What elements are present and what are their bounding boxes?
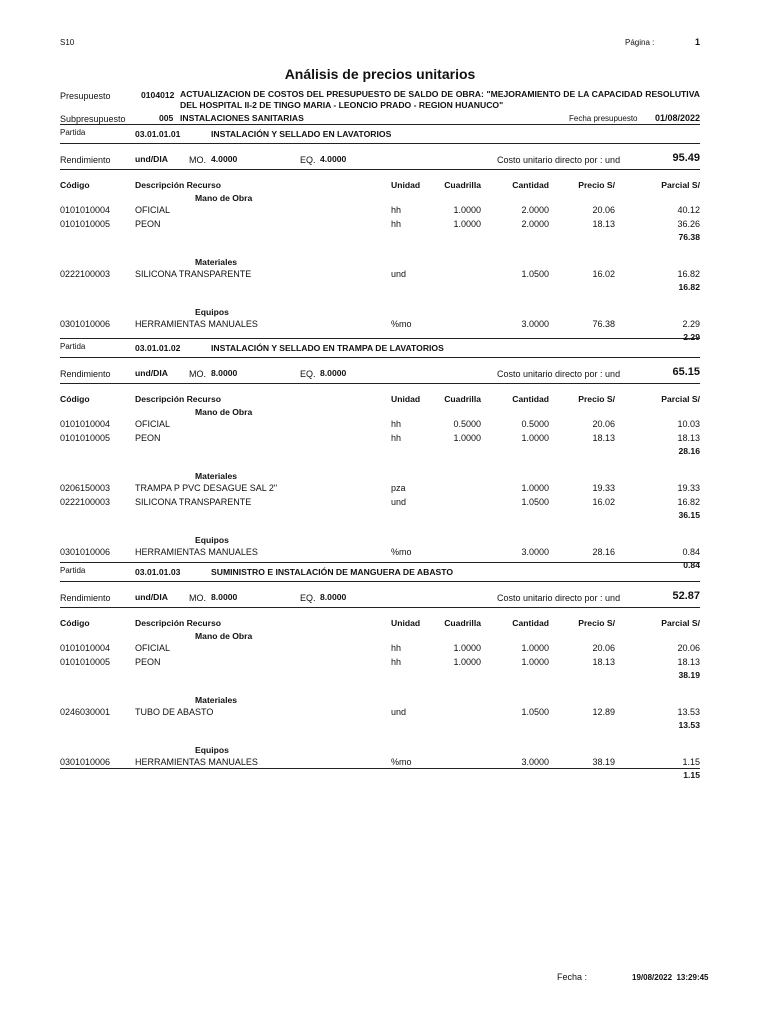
table-cell-cantidad: 3.0000: [521, 757, 549, 767]
table-cell-desc: SILICONA TRANSPARENTE: [135, 269, 252, 279]
table-cell-unidad: hh: [391, 219, 402, 229]
table-cell-codigo: 0101010005: [60, 433, 111, 443]
partida-name: INSTALACIÓN Y SELLADO EN TRAMPA DE LAVATORIOS: [211, 343, 444, 353]
table-cell-parcial: 10.03: [677, 419, 700, 429]
table-cell-codigo: 0101010005: [60, 657, 111, 667]
partida-code: 03.01.01.02: [135, 343, 181, 353]
table-cell-precio: 18.13: [592, 433, 615, 443]
table-cell-desc: OFICIAL: [135, 205, 171, 215]
col-header-unidad: Unidad: [391, 618, 421, 628]
table-cell-codigo: 0301010006: [60, 547, 111, 557]
table-cell-parcial: 1.15: [682, 757, 700, 767]
table-cell-unidad: hh: [391, 419, 402, 429]
table-cell-cantidad: 1.0000: [521, 657, 549, 667]
table-cell-precio: 12.89: [592, 707, 615, 717]
table-cell-cuadrilla: 1.0000: [453, 205, 481, 215]
table-cell-unidad: pza: [391, 483, 406, 493]
col-header-cuadrilla: Cuadrilla: [444, 394, 481, 404]
rendimiento-label: Rendimiento: [60, 155, 111, 165]
table-cell-codigo: 0101010005: [60, 219, 111, 229]
partida-divider: [60, 124, 700, 125]
table-cell-cuadrilla: 0.5000: [453, 419, 481, 429]
table-cell-cantidad: 1.0500: [521, 269, 549, 279]
rendimiento-unit: und/DIA: [135, 368, 168, 378]
table-cell-cantidad: 1.0000: [521, 643, 549, 653]
table-cell-unidad: hh: [391, 433, 402, 443]
col-header-precio: Precio S/: [578, 394, 615, 404]
table-cell-cantidad: 3.0000: [521, 319, 549, 329]
table-cell-cantidad: 1.0000: [521, 433, 549, 443]
table-cell-parcial: 18.13: [677, 657, 700, 667]
group-subtotal: 2.29: [683, 332, 700, 342]
table-cell-desc: PEON: [135, 219, 161, 229]
group-title: Mano de Obra: [195, 193, 253, 203]
group-title: Materiales: [195, 257, 238, 267]
table-cell-desc: HERRAMIENTAS MANUALES: [135, 319, 258, 329]
partida-name: SUMINISTRO E INSTALACIÓN DE MANGUERA DE ABASTO: [211, 567, 454, 577]
group-title: Equipos: [195, 745, 229, 755]
rendimiento-unit: und/DIA: [135, 592, 168, 602]
costo-value: 65.15: [672, 366, 700, 378]
col-header-codigo: Código: [60, 180, 90, 190]
fecha-presupuesto-label: Fecha presupuesto: [569, 114, 638, 123]
col-header-parcial: Parcial S/: [661, 394, 700, 404]
table-cell-cuadrilla: 1.0000: [453, 643, 481, 653]
costo-label: Costo unitario directo por : und: [497, 369, 621, 379]
table-cell-cuadrilla: 1.0000: [453, 433, 481, 443]
presupuesto-label: Presupuesto: [60, 91, 111, 101]
group-title: Mano de Obra: [195, 631, 253, 641]
table-cell-precio: 19.33: [592, 483, 615, 493]
table-cell-desc: PEON: [135, 657, 161, 667]
costo-label: Costo unitario directo por : und: [497, 593, 621, 603]
mo-label: MO.: [189, 155, 206, 165]
partida-label: Partida: [60, 342, 86, 351]
costo-label: Costo unitario directo por : und: [497, 155, 621, 165]
table-cell-unidad: und: [391, 707, 407, 717]
group-subtotal: 38.19: [678, 670, 700, 680]
page-label: Página :: [625, 38, 655, 47]
eq-value: 4.0000: [320, 154, 347, 164]
table-cell-codigo: 0246030001: [60, 707, 111, 717]
col-header-precio: Precio S/: [578, 180, 615, 190]
group-subtotal: 16.82: [678, 282, 700, 292]
group-title: Materiales: [195, 471, 238, 481]
table-cell-desc: TRAMPA P PVC DESAGUE SAL 2": [135, 483, 278, 493]
costo-value: 52.87: [672, 590, 700, 602]
table-cell-precio: 38.19: [592, 757, 615, 767]
table-cell-cantidad: 0.5000: [521, 419, 549, 429]
eq-value: 8.0000: [320, 592, 347, 602]
group-subtotal: 13.53: [678, 720, 700, 730]
group-subtotal: 0.84: [683, 560, 700, 570]
col-header-codigo: Código: [60, 394, 90, 404]
table-cell-precio: 20.06: [592, 205, 615, 215]
group-subtotal: 76.38: [678, 232, 700, 242]
table-cell-unidad: %mo: [391, 547, 412, 557]
group-subtotal: 36.15: [678, 510, 700, 520]
table-cell-codigo: 0222100003: [60, 497, 111, 507]
table-cell-parcial: 16.82: [677, 269, 700, 279]
table-cell-unidad: %mo: [391, 757, 412, 767]
mo-value: 4.0000: [211, 154, 238, 164]
partida-code: 03.01.01.03: [135, 567, 181, 577]
table-cell-cantidad: 2.0000: [521, 205, 549, 215]
partida-underline: [60, 143, 700, 144]
mo-value: 8.0000: [211, 368, 238, 378]
mo-label: MO.: [189, 593, 206, 603]
col-header-descripcion: Descripción Recurso: [135, 618, 221, 628]
partida-code: 03.01.01.01: [135, 129, 181, 139]
table-cell-cuadrilla: 1.0000: [453, 219, 481, 229]
table-cell-desc: PEON: [135, 433, 161, 443]
partida-label: Partida: [60, 566, 86, 575]
eq-label: EQ.: [300, 155, 316, 165]
table-cell-desc: HERRAMIENTAS MANUALES: [135, 757, 258, 767]
table-cell-desc: OFICIAL: [135, 419, 171, 429]
col-header-cuadrilla: Cuadrilla: [444, 180, 481, 190]
rendimiento-underline: [60, 169, 700, 170]
table-cell-desc: TUBO DE ABASTO: [135, 707, 214, 717]
group-title: Mano de Obra: [195, 407, 253, 417]
rendimiento-underline: [60, 383, 700, 384]
presupuesto-code: 0104012: [141, 90, 175, 100]
table-cell-codigo: 0101010004: [60, 643, 111, 653]
mo-value: 8.0000: [211, 592, 238, 602]
col-header-unidad: Unidad: [391, 180, 421, 190]
table-cell-cantidad: 1.0500: [521, 497, 549, 507]
table-cell-parcial: 20.06: [677, 643, 700, 653]
table-cell-cuadrilla: 1.0000: [453, 657, 481, 667]
table-cell-codigo: 0222100003: [60, 269, 111, 279]
page-title: Análisis de precios unitarios: [284, 66, 476, 82]
rendimiento-unit: und/DIA: [135, 154, 168, 164]
table-cell-precio: 20.06: [592, 419, 615, 429]
table-cell-precio: 76.38: [592, 319, 615, 329]
partida-divider: [60, 338, 700, 339]
table-cell-unidad: hh: [391, 205, 402, 215]
presupuesto-description: ACTUALIZACION DE COSTOS DEL PRESUPUESTO DE SALDO DE OBRA: "MEJORAMIENTO DE LA CAPACIDAD RESOLUTIVA DEL HOSPITAL II-2 DE TINGO MARIA - LEONCIO PRADO - REGION HUANUCO": [180, 89, 700, 110]
table-cell-cantidad: 2.0000: [521, 219, 549, 229]
group-subtotal: 28.16: [678, 446, 700, 456]
subpresupuesto-label: Subpresupuesto: [60, 114, 126, 124]
partida-name: INSTALACIÓN Y SELLADO EN LAVATORIOS: [211, 129, 392, 139]
table-cell-parcial: 19.33: [677, 483, 700, 493]
table-cell-precio: 20.06: [592, 643, 615, 653]
table-cell-parcial: 16.82: [677, 497, 700, 507]
mo-label: MO.: [189, 369, 206, 379]
col-header-descripcion: Descripción Recurso: [135, 180, 221, 190]
table-cell-codigo: 0101010004: [60, 205, 111, 215]
col-header-cantidad: Cantidad: [512, 180, 549, 190]
table-cell-cantidad: 3.0000: [521, 547, 549, 557]
fecha-presupuesto: 01/08/2022: [654, 113, 700, 123]
col-header-parcial: Parcial S/: [661, 180, 700, 190]
table-cell-codigo: 0301010006: [60, 757, 111, 767]
table-cell-desc: OFICIAL: [135, 643, 171, 653]
table-cell-unidad: hh: [391, 657, 402, 667]
eq-label: EQ.: [300, 369, 316, 379]
table-cell-cantidad: 1.0500: [521, 707, 549, 717]
partida-underline: [60, 357, 700, 358]
table-cell-cantidad: 1.0000: [521, 483, 549, 493]
rendimiento-underline: [60, 607, 700, 608]
partida-label: Partida: [60, 128, 86, 137]
table-cell-codigo: 0101010004: [60, 419, 111, 429]
footer-fecha: 19/08/2022 13:29:45: [632, 973, 709, 982]
table-cell-precio: 16.02: [592, 269, 615, 279]
table-cell-precio: 18.13: [592, 219, 615, 229]
end-of-report-line: [60, 768, 700, 769]
subpresupuesto-description: INSTALACIONES SANITARIAS: [180, 113, 304, 123]
table-cell-unidad: hh: [391, 643, 402, 653]
table-cell-precio: 16.02: [592, 497, 615, 507]
group-title: Materiales: [195, 695, 238, 705]
table-cell-desc: SILICONA TRANSPARENTE: [135, 497, 252, 507]
table-cell-parcial: 18.13: [677, 433, 700, 443]
table-cell-unidad: %mo: [391, 319, 412, 329]
table-cell-unidad: und: [391, 269, 407, 279]
col-header-cuadrilla: Cuadrilla: [444, 618, 481, 628]
table-cell-desc: HERRAMIENTAS MANUALES: [135, 547, 258, 557]
table-cell-precio: 28.16: [592, 547, 615, 557]
rendimiento-label: Rendimiento: [60, 369, 111, 379]
rendimiento-label: Rendimiento: [60, 593, 111, 603]
page-number: 1: [694, 37, 700, 47]
col-header-cantidad: Cantidad: [512, 618, 549, 628]
col-header-cantidad: Cantidad: [512, 394, 549, 404]
table-cell-precio: 18.13: [592, 657, 615, 667]
table-cell-parcial: 2.29: [682, 319, 700, 329]
col-header-precio: Precio S/: [578, 618, 615, 628]
col-header-codigo: Código: [60, 618, 90, 628]
table-cell-codigo: 0301010006: [60, 319, 111, 329]
costo-value: 95.49: [672, 152, 700, 164]
report-code: S10: [60, 38, 75, 47]
subpresupuesto-code: 005: [159, 113, 174, 123]
partida-underline: [60, 581, 700, 582]
table-cell-unidad: und: [391, 497, 407, 507]
eq-value: 8.0000: [320, 368, 347, 378]
eq-label: EQ.: [300, 593, 316, 603]
col-header-descripcion: Descripción Recurso: [135, 394, 221, 404]
table-cell-codigo: 0206150003: [60, 483, 111, 493]
table-cell-parcial: 13.53: [677, 707, 700, 717]
table-cell-parcial: 40.12: [677, 205, 700, 215]
group-title: Equipos: [195, 307, 229, 317]
col-header-unidad: Unidad: [391, 394, 421, 404]
col-header-parcial: Parcial S/: [661, 618, 700, 628]
group-subtotal: 1.15: [683, 770, 700, 780]
group-title: Equipos: [195, 535, 229, 545]
footer-fecha-label: Fecha :: [557, 972, 588, 982]
partida-divider: [60, 562, 700, 563]
table-cell-parcial: 0.84: [682, 547, 700, 557]
table-cell-parcial: 36.26: [677, 219, 700, 229]
